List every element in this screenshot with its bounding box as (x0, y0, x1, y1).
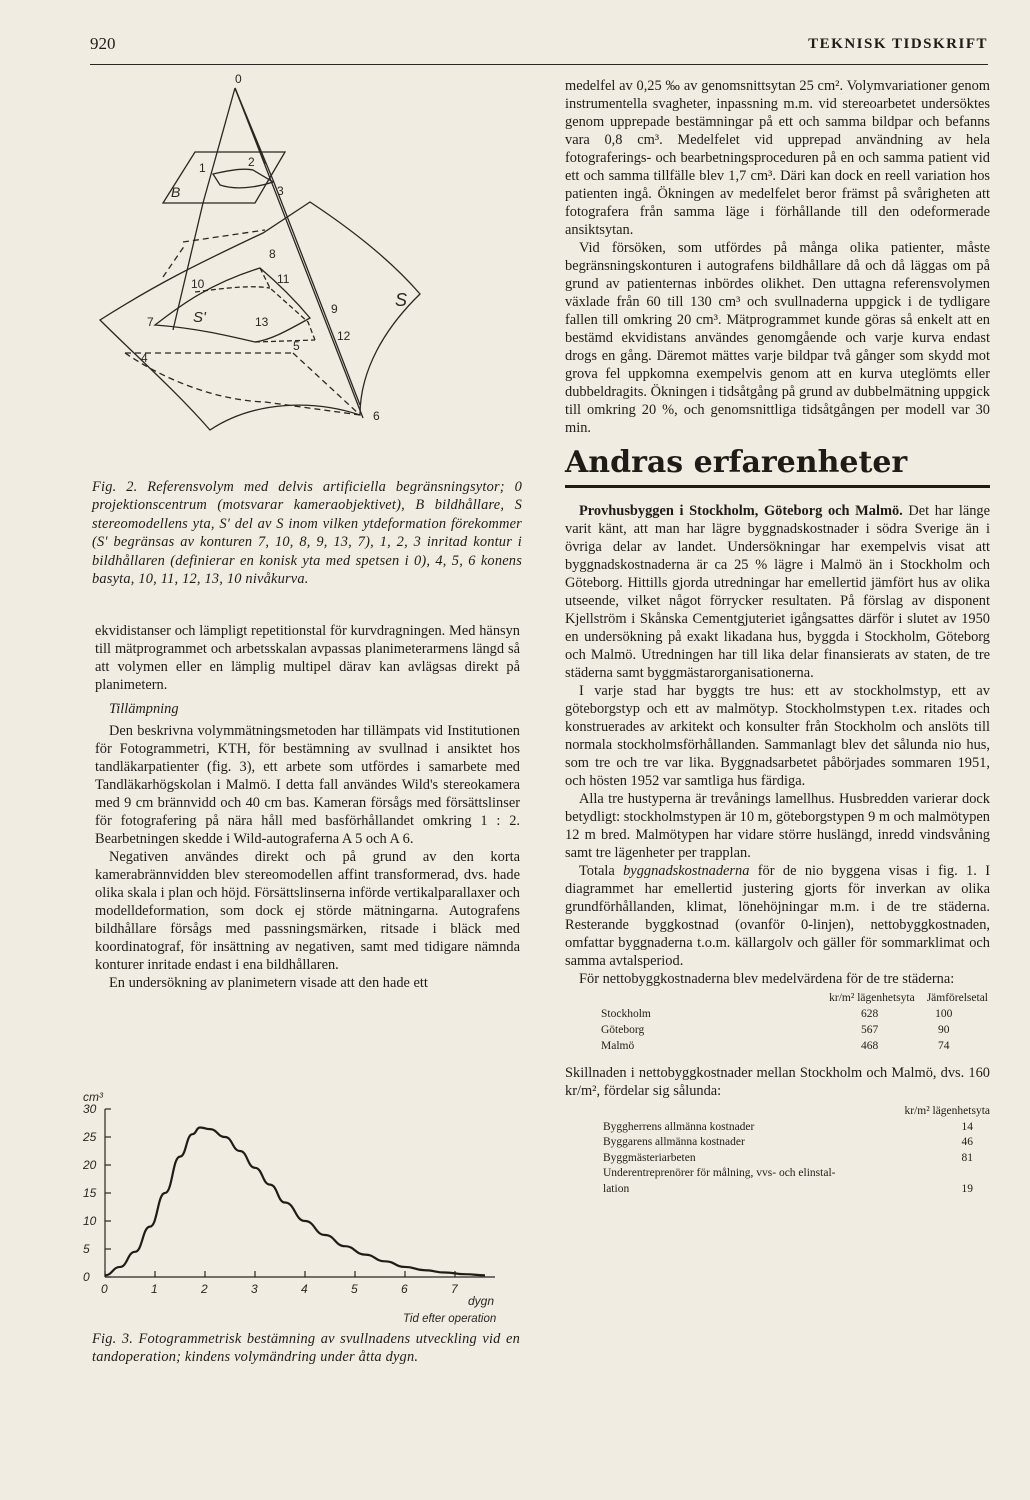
figure-2-caption: Fig. 2. Referensvolym med delvis artificiella begränsningsytor; 0 projektionscentrum (motsvarar kameraobjektivet), B bildhållare, S stereomodellens yta, S' del av S inom vilken ytdeformation förekommer (S' begränsas av konturen 7, 10, 8, 9, 13, 7), 1, 2, 3 inritad kontur i bildhållaren (definierar en konisk yta med spetsen i 0), 4, 5, 6 konens basyta, 10, 11, 12, 13, 10 nivåkurva. (92, 479, 522, 588)
paragraph: En undersökning av planimetern visade att den hade ett (109, 975, 428, 991)
chart-y-tick-label: 30 (83, 1102, 97, 1116)
label-o: 0 (235, 72, 242, 86)
index-cell: 74 (937, 1040, 950, 1052)
label-8: 8 (269, 247, 276, 261)
label-9: 9 (331, 302, 338, 316)
value-cell (943, 1166, 973, 1182)
contour-123 (213, 169, 273, 188)
value-cell: 46 (961, 1136, 973, 1148)
value-cell: 19 (961, 1182, 973, 1195)
paragraph: Negativen användes direkt och på grund av den korta kamerabrännvidden blev stereomodellen affint transformerad, dvs. hade olika skala i plan och höjd. Försättslinserna införde vertikalparallaxer och modelldeformation, som dock ej störde mätningarna. Autografens bildhållare försågs med passningsmärken, ritsade i bläck med koordinatograf, för insättning av negativen, samt med tidigare nämnda konturer inritade endast i ena bildhållaren. (95, 849, 520, 973)
figure-3-chart (75, 1085, 515, 1330)
index-cell: 100 (935, 1008, 953, 1020)
chart-x-tick-label: 7 (451, 1282, 458, 1296)
figure-2-diagram (95, 70, 515, 470)
item-cell: Byggarens allmänna kostnader (603, 1136, 745, 1148)
chart-x-tick-label: 5 (351, 1282, 358, 1296)
city-cell: Stockholm (601, 1008, 651, 1020)
paragraph: medelfel av 0,25 ‰ av genomsnittsytan 25 cm². Volymvariationer genom instrumentella svagheter, inpassning m.m. vid stereoarbetet undersöktes genom upprepade bestämningar på ett och samma bildpar och befanns vara 0,8 cm³. Medelfelet vid upprepad användning av hela fotograferings- och bearbetningsproceduren på en och samma patient vid ett och samma tillfälle blev 1,7 cm³. Däri kan dock en reell variation hos patienten ingå. Ökningen av medelfelet beror främst på svårigheten att fotografera från samma läge i förhållande till den odeformerade ansiktsytan. (565, 78, 990, 238)
article-heading: Provhusbyggen i Stockholm, Göteborg och Malmö. (579, 503, 903, 519)
chart-y-tick-label: 0 (83, 1270, 90, 1284)
chart-x-tick-label: 0 (101, 1282, 108, 1296)
table-row (565, 1151, 990, 1167)
chart-x-tick-label: 4 (301, 1282, 308, 1296)
item-cell: Byggmästeriarbeten (603, 1151, 696, 1164)
item-cell: Underentreprenörer för målning, vvs- och elinstal- (603, 1167, 836, 1179)
chart-y-tick-label: 10 (83, 1214, 97, 1228)
table-row (565, 1120, 990, 1136)
cost-breakdown-table (565, 1104, 990, 1197)
section-title: Andras erfarenheter (565, 445, 908, 480)
emphasis: byggnadskostnaderna (623, 863, 750, 879)
table-header: kr/m² lägenhetsyta (904, 1105, 990, 1117)
table-row (565, 1135, 990, 1151)
label-6: 6 (373, 409, 380, 423)
left-column (95, 622, 520, 992)
index-cell: 90 (937, 1024, 950, 1036)
cone-line (203, 88, 235, 203)
value-cell: 14 (961, 1120, 973, 1133)
chart-y-tick-label: 15 (83, 1186, 97, 1200)
chart-x-tick-label: 3 (251, 1282, 258, 1296)
table-header (565, 990, 990, 1006)
table-row (565, 1006, 990, 1022)
label-13: 13 (255, 315, 269, 329)
cone-base (125, 353, 360, 415)
city-cell: Malmö (601, 1040, 635, 1052)
item-cell: Byggherrens allmänna kostnader (603, 1120, 755, 1133)
label-7: 7 (147, 315, 154, 329)
label-5: 5 (293, 339, 300, 353)
chart-y-tick-label: 5 (83, 1242, 90, 1256)
label-12: 12 (337, 329, 351, 343)
value-cell: 628 (860, 1008, 879, 1020)
column-header: kr/m² lägenhetsyta (829, 992, 915, 1004)
label-2: 2 (248, 155, 255, 169)
subheading: Tillämpning (109, 701, 179, 717)
paragraph: Skillnaden i nettobyggkostnader mellan Stockholm och Malmö, dvs. 160 kr/m², fördelar sig sålunda: (565, 1065, 990, 1099)
chart-xunit: dygn (468, 1294, 495, 1308)
chart-y-tick-label: 20 (83, 1158, 97, 1172)
chart-ylabel: cm³ (83, 1090, 103, 1104)
label-s: S (395, 290, 408, 310)
value-cell: 468 (860, 1040, 879, 1052)
table-row (565, 1022, 990, 1038)
page-number: 920 (90, 34, 116, 53)
level-curve (195, 287, 270, 292)
paragraph: Vid försöken, som utfördes på många olika patienter, måste begränsningskonturen i autografens bildhållare då och då läggas om på grund av patienternas inbördes olikhet. Den uttagna referensvolymen växlade från 60 till 130 cm³ och svullnaderna uppgick i de tydligare fallen till omkring 20 cm³. Mätprogrammet kunde göras så enkelt att en bestämd ekvidistans användes genomgående och varje kurva endast drogs en gång. Däremot mättes varje bildpar två gånger som skydd mot grova fel uppkomna exempelvis genom att en kurva uteglömts eller dubbeldragits. Ökningen i tidsåtgång på grund av dubbelmätning uppgick till omkring 20 %, och genomsnittliga tidsåtgången per modell var 30 min. (565, 240, 990, 436)
label-1: 1 (199, 161, 206, 175)
table-row (565, 1182, 990, 1198)
paragraph: För nettobyggkostnaderna blev medelvärdena för de tre städerna: (579, 971, 955, 987)
journal-title: TEKNISK TIDSKRIFT (808, 36, 988, 52)
chart-y-tick-label: 25 (83, 1130, 97, 1144)
column-header: Jämförelsetal (926, 992, 988, 1004)
label-s-prime: S' (193, 309, 206, 326)
section-rule (565, 485, 990, 488)
text-span: för de nio byggena visas i fig. 1. I diagrammet har emellertid justering gjorts för inverkan av olika grundförhållanden, klimat, lönehöjningar m.m. i de tre städerna. Resterande byggkostnad (ovanför 0-linjen), nettobyggkostnaden, omfattar byggnaderna t.o.m. källargolv och gäller för sommarklimat och samma avtalsperiod. (565, 863, 990, 969)
chart-x-tick-label: 1 (151, 1282, 158, 1296)
paragraph: Den beskrivna volymmätningsmetoden har tillämpats vid Institutionen för Fotogrammetri, KTH, för bestämning av svullnad i ansiktet hos tandläkarpatienter (fig. 3), ett arbete som utfördes i samarbete med Tandläkarhögskolan i Malmö. I detta fall användes Wild's stereokamera med 9 cm brännvidd och 40 cm bas. Kameran försågs med försättslinser för fotografering på nära håll med basförhållandet omkring 1 : 2. Bearbetningen skedde i Wild-autograferna A 5 och A 6. (95, 723, 520, 847)
chart-x-tick-label: 2 (201, 1282, 208, 1296)
paragraph: Alla tre hustyperna är trevånings lamellhus. Husbredden varierar dock betydligt: stockholmstypen är 10 m, göteborgstypen 9 m och malmötypen 12 m bred. Malmötypen har vidare större huslängd, inredd vindsvåning samt tre lägenheter per trapplan. (565, 791, 991, 861)
label-b: B (171, 184, 181, 200)
label-11: 11 (277, 272, 290, 286)
chart-x-tick-label: 6 (401, 1282, 408, 1296)
table-row (565, 1166, 990, 1182)
text-span: Totala (579, 863, 624, 879)
paragraph: I varje stad har byggts tre hus: ett av stockholmstyp, ett av göteborgstyp och ett av malmötyp. Stockholmstypen t.ex. ritades och konstruerades av arkitekt och konsulter från Stockholm och anslöts till normala stockholmsförhållanden. Sammanlagt blev det sålunda nio hus, som tre och tre var lika. Byggnadsarbetet påbörjades sommaren 1951, och hösten 1952 var samtliga hus färdiga. (565, 683, 990, 789)
right-column (565, 77, 990, 1197)
city-cell: Göteborg (601, 1024, 645, 1036)
cone-line (235, 88, 363, 418)
label-10: 10 (191, 277, 205, 291)
chart-series-line (105, 1127, 485, 1275)
page-header (90, 30, 988, 65)
item-cell: lation (603, 1182, 630, 1195)
figure-3-caption: Fig. 3. Fotogrammetrisk bestämning av svullnadens utveckling vid en tandoperation; kindens volymändring under åtta dygn. (92, 1331, 520, 1366)
paragraph: ekvidistanser och lämpligt repetitionstal för kurvdragningen. Med hänsyn till mätprogrammet och arbetsskalan avpassas planimeterarmens längd så att volymen eller en lämplig multipel därav kan avlägsas direkt på planimetern. (95, 623, 520, 693)
label-3: 3 (277, 184, 284, 198)
chart-xlabel: Tid efter operation (403, 1313, 497, 1325)
label-4: 4 (141, 351, 148, 365)
net-cost-table (565, 990, 990, 1054)
value-cell: 567 (860, 1024, 879, 1036)
paragraph: Det har länge varit känt, att man har lägre byggnadskostnader i södra Sverige än i övriga delar av landet. Undersökningar har exempelvis visat att byggnadskostnaderna är ca 25 % lägre i Malmö än i Stockholm och Göteborg. Hittills gjorda utredningar har emellertid jämfört hus av olika utseende, vilket något förrycker resultaten. På förslag av disponent Kjellström i Skånska Cementgjuteriet igångsattes därför i slutet av 1950 en undersökning på exakt likadana hus, byggda i Stockholm, Göteborg och Malmö. Utredningen har till lika delar finansierats av staten, de tre städerna samt byggmästarorganisationerna. (565, 503, 990, 681)
paragraph (565, 862, 990, 970)
table-row (565, 1038, 990, 1054)
value-cell: 81 (961, 1151, 973, 1164)
